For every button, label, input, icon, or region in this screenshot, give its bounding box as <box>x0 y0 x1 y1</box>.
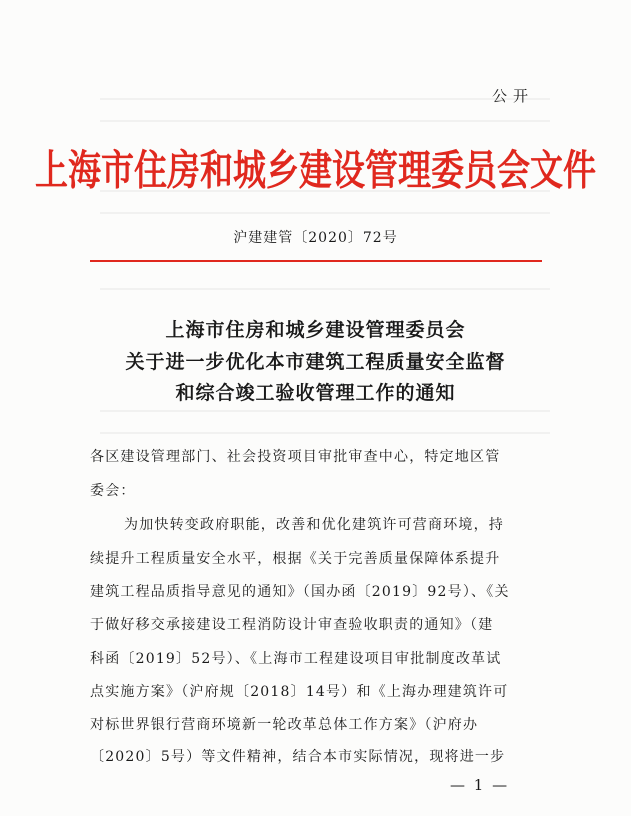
document-number: 沪建建管〔2020〕72号 <box>233 230 398 246</box>
notice-title-line-2: 关于进一步优化本市建筑工程质量安全监督 <box>125 351 506 373</box>
bleed-through-line <box>100 120 550 122</box>
page-number: — 1 — <box>450 776 510 794</box>
addressee-line-2: 委会： <box>90 483 136 499</box>
body-line: 对标世界银行营商环境新一轮改革总体工作方案》（沪府办 <box>90 717 479 733</box>
bleed-through-line <box>100 98 550 100</box>
body-line: 于做好移交承接建设工程消防设计审查验收职责的通知》（建 <box>90 617 494 633</box>
public-label: 公开 <box>492 87 535 105</box>
bleed-through-line <box>100 432 550 434</box>
document-masthead: 上海市住房和城乡建设管理委员会文件 <box>35 145 596 195</box>
bleed-through-line <box>100 410 550 412</box>
bleed-through-line <box>100 288 550 290</box>
body-line: 点实施方案》（沪府规〔2018〕14号）和《上海办理建筑许可 <box>90 684 509 700</box>
addressee-line-1: 各区建设管理部门、社会投资项目审批审查中心，特定地区管 <box>90 449 501 465</box>
notice-title-line-3: 和综合竣工验收管理工作的通知 <box>175 382 456 404</box>
body-line: 为加快转变政府职能，改善和优化建筑许可营商环境，持 <box>124 517 504 533</box>
red-divider-line <box>90 260 542 262</box>
bleed-through-line <box>100 212 550 214</box>
body-line: 科函〔2019〕52号）、《上海市工程建设项目审批制度改革试 <box>90 651 502 667</box>
body-line: 〔2020〕5号）等文件精神，结合本市实际情况，现将进一步 <box>90 749 506 765</box>
body-line: 建筑工程品质指导意见的通知》（国办函〔2019〕92号）、《关 <box>90 584 510 600</box>
notice-title-line-1: 上海市住房和城乡建设管理委员会 <box>165 319 466 341</box>
body-line: 续提升工程质量安全水平，根据《关于完善质量保障体系提升 <box>90 551 501 567</box>
